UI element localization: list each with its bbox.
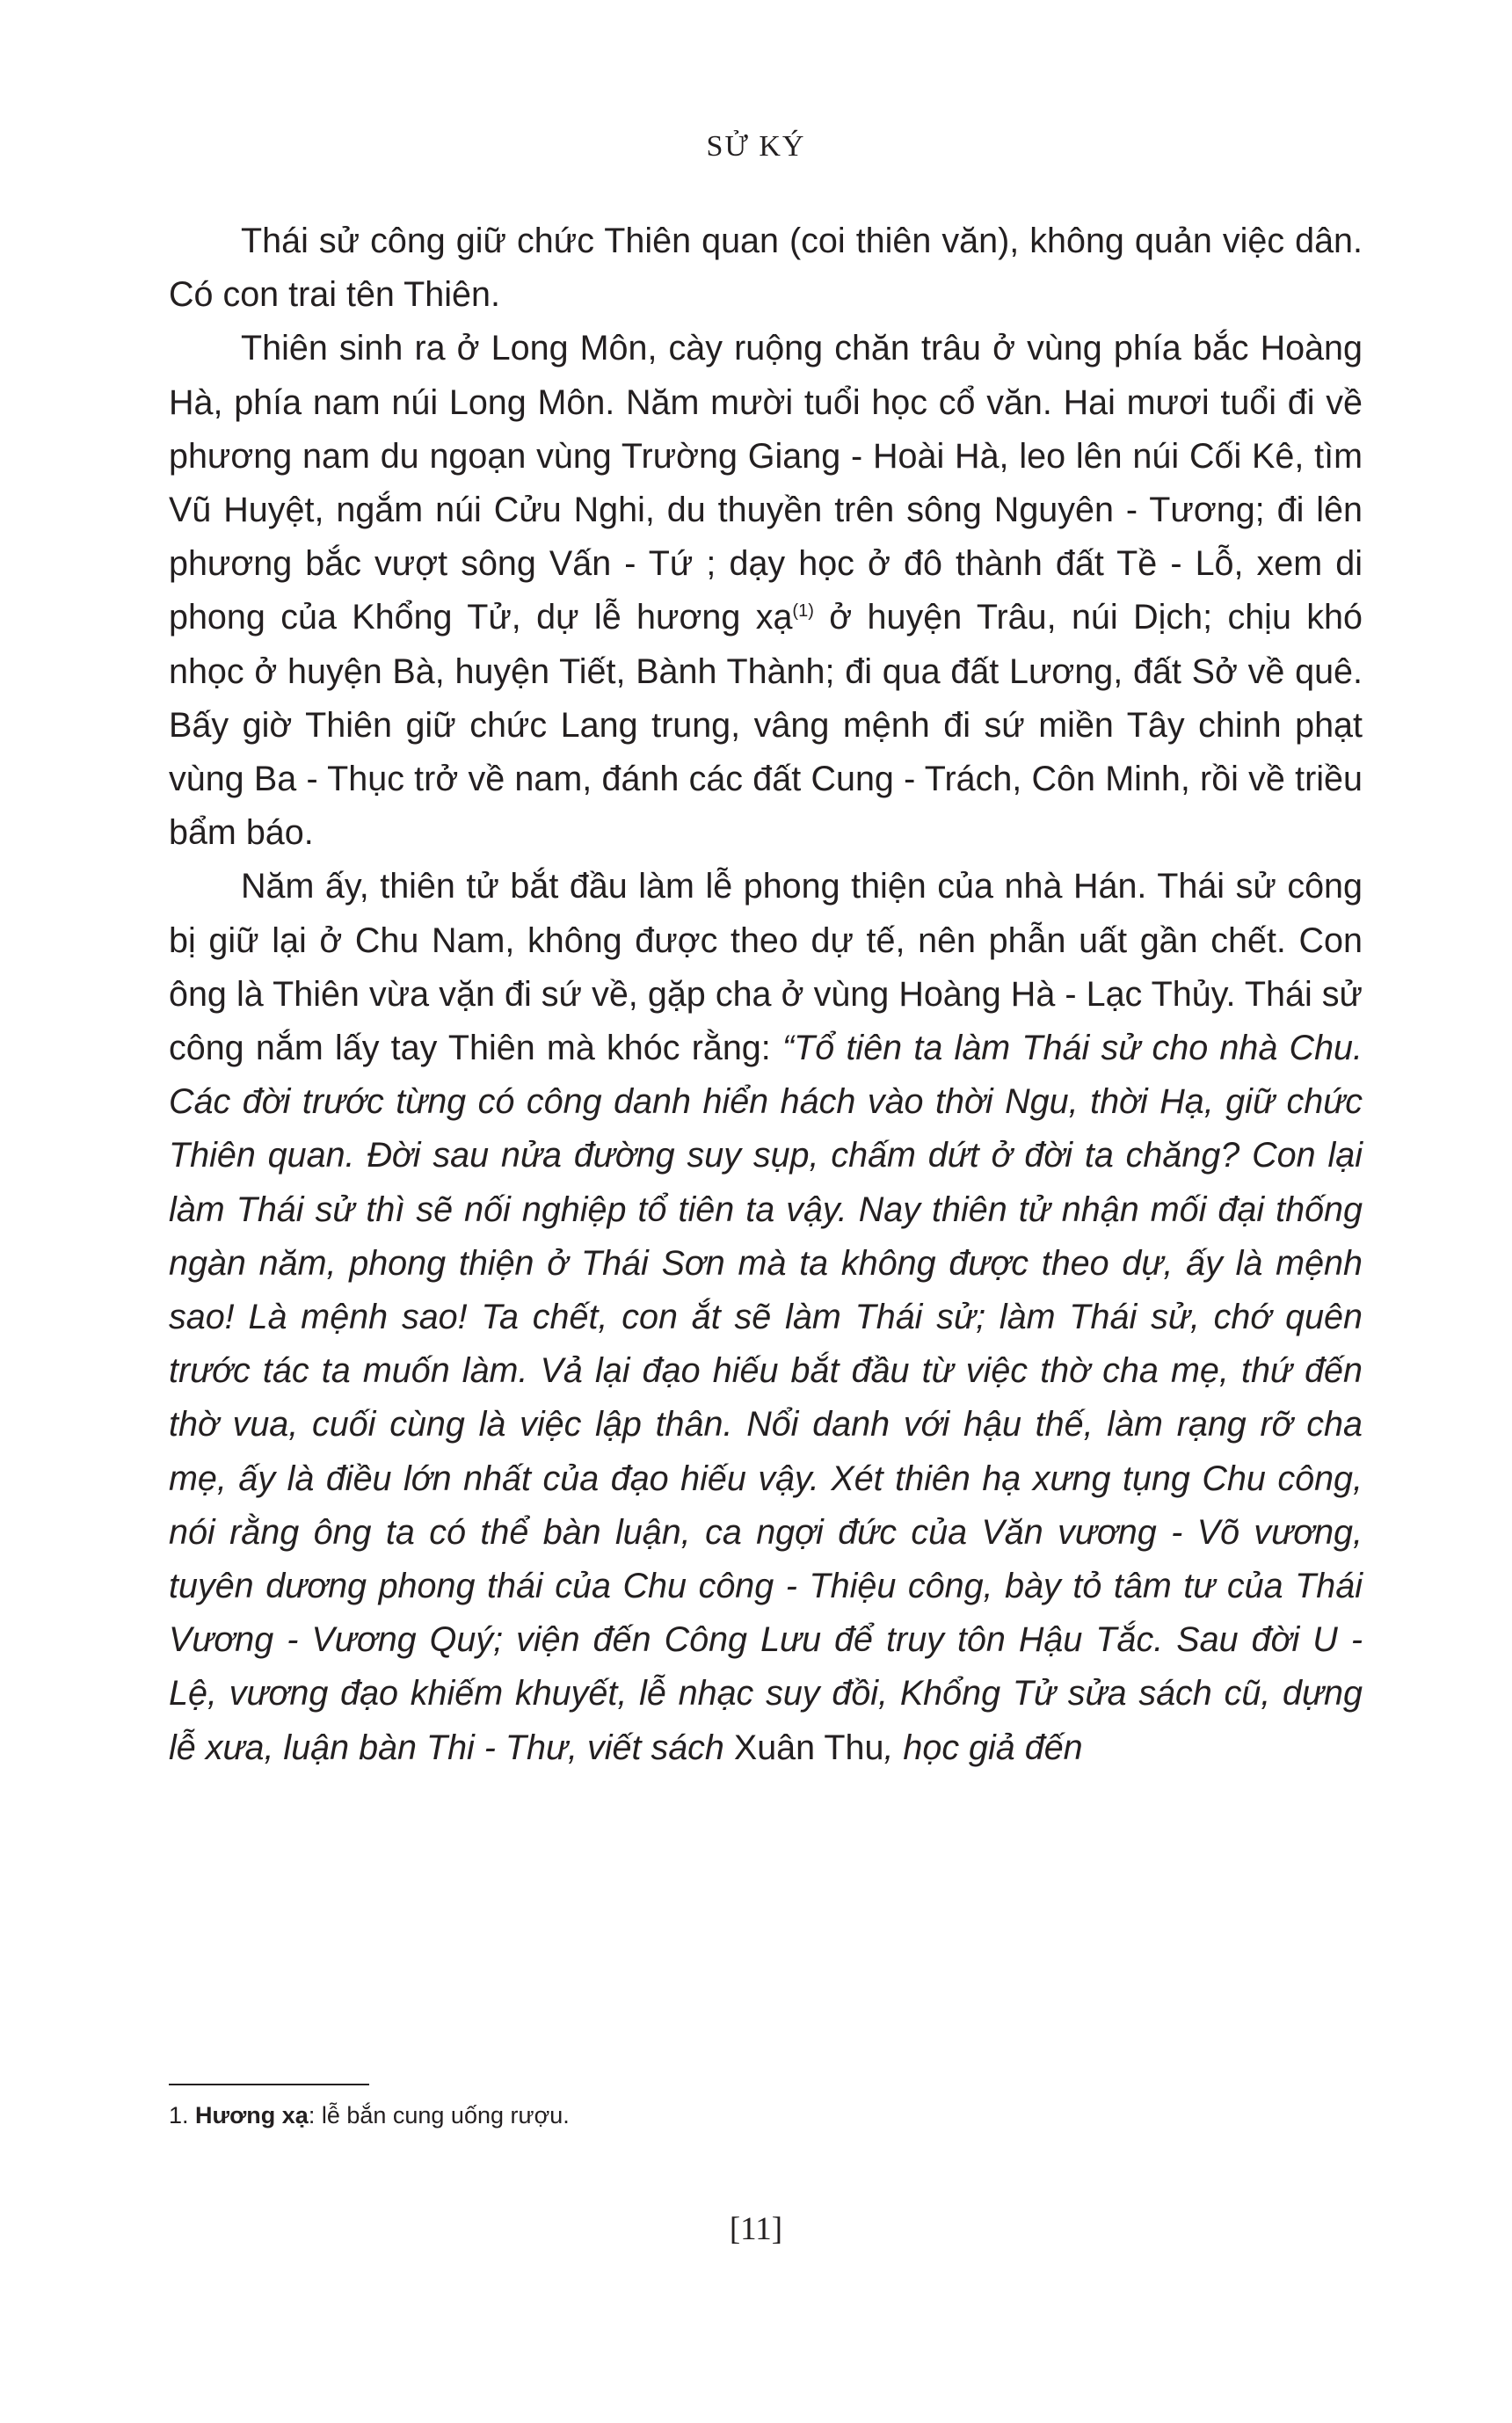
footnote-term: Hương xạ: [195, 2102, 309, 2128]
page-number: [11]: [729, 2211, 783, 2247]
paragraph-3-text: Năm ấy, thiên tử bắt đầu làm lễ phong thiện của nhà Hán. Thái sử công bị giữ lại ở Chu Nam, không được theo dự tế, nên phẫn uất gần chết. Con ông là Thiên vừa vặn đi sứ về, gặp cha ở vùng Hoàng Hà - Lạc Thủy. Thái sử công nắm lấy tay Thiên mà khóc rằng:: [169, 867, 1363, 1068]
paragraph-2-text-b: ở huyện Trâu, núi Dịch; chịu khó nhọc ở huyện Bà, huyện Tiết, Bành Thành; đi qua đất Lương, đất Sở về quê. Bấy giờ Thiên giữ chức Lang trung, vâng mệnh đi sứ miền Tây chinh phạt vùng Ba - Thục trở về nam, đánh các đất Cung - Trách, Côn Minh, rồi về triều bẩm báo.: [169, 598, 1363, 853]
footnote-definition: : lễ bắn cung uống rượu.: [308, 2102, 570, 2128]
paragraph-1: [169, 215, 1363, 322]
paragraph-1-text: Thái sử công giữ chức Thiên quan (coi thiên văn), không quản việc dân. Có con trai tên Thiên.: [169, 222, 1363, 315]
quote-tail: , học giả đến: [883, 1728, 1083, 1767]
running-title: SỬ KÝ: [706, 130, 806, 163]
paragraph-3: [169, 860, 1363, 1774]
paragraph-3-quote: [169, 1029, 1363, 1767]
book-title: Xuân Thu: [733, 1728, 884, 1767]
quote-text: “Tổ tiên ta làm Thái sử cho nhà Chu. Các đời trước từng có công danh hiển hách vào thời Ngu, thời Hạ, giữ chức Thiên quan. Đời sau nửa đường suy sụp, chấm dứt ở đời ta chăng? Con lại làm Thái sử thì sẽ nối nghiệp tổ tiên ta vậy. Nay thiên tử nhận mối đại thống ngàn năm, phong thiện ở Thái Sơn mà ta không được theo dự, ấy là mệnh sao! Là mệnh sao! Ta chết, con ắt sẽ làm Thái sử; làm Thái sử, chớ quên trước tác ta muốn làm. Vả lại đạo hiếu bắt đầu từ việc thờ cha mẹ, thứ đến thờ vua, cuối cùng là việc lập thân. Nổi danh với hậu thế, làm rạng rỡ cha mẹ, ấy là điều lớn nhất của đạo hiếu vậy. Xét thiên hạ xưng tụng Chu công, nói rằng ông ta có thể bàn luận, ca ngợi đức của Văn vương - Võ vương, tuyên dương phong thái của Chu công - Thiệu công, bày tỏ tâm tư của Thái Vương - Vương Quý; viện đến Công Lưu để truy tôn Hậu Tắc. Sau đời U - Lệ, vương đạo khiếm khuyết, lễ nhạc suy đồi, Khổng Tử sửa sách cũ, dựng lễ xưa, luận bàn Thi - Thư, viết sách: [169, 1029, 1363, 1767]
footnote-reference[interactable]: (1): [792, 601, 814, 622]
paragraph-2: [169, 322, 1363, 860]
body-text: [169, 215, 1363, 1775]
paragraph-2-text-a: Thiên sinh ra ở Long Môn, cày ruộng chăn trâu ở vùng phía bắc Hoàng Hà, phía nam núi Long Môn. Năm mười tuổi học cổ văn. Hai mươi tuổi đi về phương nam du ngoạn vùng Trường Giang - Hoài Hà, leo lên núi Cối Kê, tìm Vũ Huyệt, ngắm núi Cửu Nghi, du thuyền trên sông Nguyên - Tương; đi lên phương bắc vượt sông Vấn - Tứ ; dạy học ở đô thành đất Tề - Lỗ, xem di phong của Khổng Tử, dự lễ hương xạ: [169, 329, 1363, 637]
footnote: [169, 2098, 1363, 2133]
footnote-divider: [169, 2084, 369, 2085]
footnote-number: 1.: [169, 2102, 189, 2128]
